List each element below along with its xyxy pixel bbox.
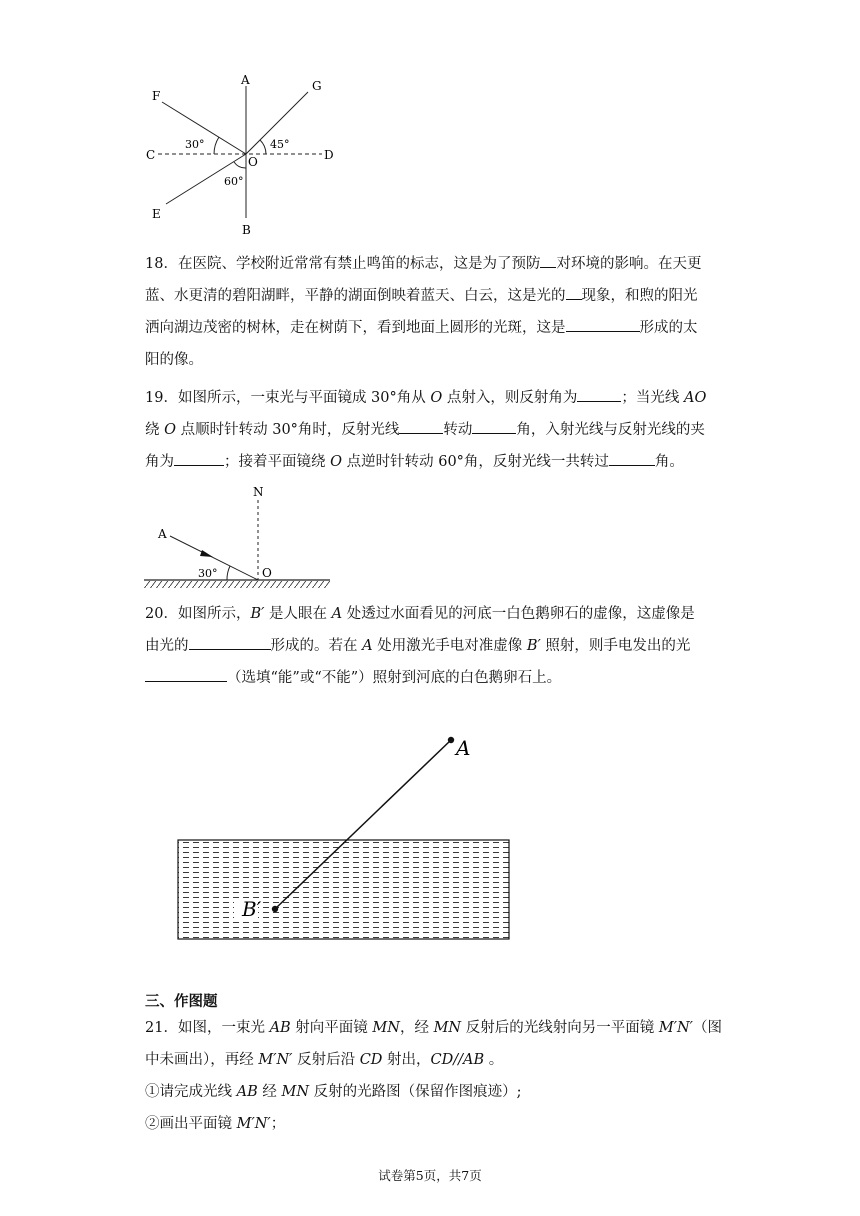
mirror-diagram xyxy=(140,482,340,594)
q21-text: 中未画出），再经 xyxy=(145,1052,259,1068)
q19-text: ；当光线 xyxy=(621,390,684,406)
q18-text: 洒向湖边茂密的树林，走在树荫下，看到地面上圆形的光斑，这是 xyxy=(145,320,566,336)
q21-text: 。 xyxy=(484,1052,504,1068)
q21-text: 反射的光路图（保留作图痕迹）; xyxy=(309,1084,522,1100)
label-A: A xyxy=(241,73,250,87)
answer-blank[interactable] xyxy=(609,451,655,466)
q21-text: ，经 xyxy=(399,1020,434,1036)
q19-text: 角。 xyxy=(654,454,684,470)
q21-text: （图 xyxy=(692,1020,722,1036)
answer-blank[interactable] xyxy=(189,635,271,650)
angle-diagram xyxy=(140,70,340,240)
question-18 xyxy=(145,248,720,376)
q21-var: AB xyxy=(236,1084,258,1100)
angle-60-label: 60° xyxy=(224,175,244,188)
q21-text: ②画出平面镜 xyxy=(145,1116,237,1132)
q20-text: 由光的 xyxy=(145,638,189,654)
answer-blank[interactable] xyxy=(566,285,582,300)
q21-var: AB xyxy=(269,1020,291,1036)
q20-var: B′ xyxy=(526,638,541,654)
q19-text: 角为 xyxy=(145,454,174,470)
question-20 xyxy=(145,598,720,694)
label-A: A xyxy=(158,527,167,541)
q18-text: 现象，和煦的阳光 xyxy=(581,288,698,304)
q19-var: O xyxy=(430,390,443,406)
q20-var: A xyxy=(362,638,373,654)
answer-blank[interactable] xyxy=(472,419,516,434)
q21-text: 经 xyxy=(257,1084,282,1100)
section-heading: 三、作图题 xyxy=(145,994,218,1010)
q18-text: 蓝、水更清的碧阳湖畔，平静的湖面倒映着蓝天、白云，这是光的 xyxy=(145,288,566,304)
answer-blank[interactable] xyxy=(577,387,621,402)
q21-var: M′N′ xyxy=(658,1020,693,1036)
q21-var: M′N′ xyxy=(236,1116,271,1132)
q19-text: 点逆时针转动 60°角，反射光线一共转过 xyxy=(342,454,609,470)
q21-var: M′N′ xyxy=(258,1052,293,1068)
q20-var: B′ xyxy=(250,606,265,622)
question-19 xyxy=(145,382,720,478)
q19-text: 点顺时针转动 30°角时，反射光线 xyxy=(176,422,400,438)
q18-text: 形成的太 xyxy=(639,320,698,336)
q19-text: 19．如图所示，一束光与平面镜成 30°角从 xyxy=(145,390,431,406)
angle-30-label: 30° xyxy=(198,567,218,580)
angle-45-label: 45° xyxy=(270,138,290,151)
answer-blank[interactable] xyxy=(145,667,227,682)
page-footer: 试卷第5页，共7页 xyxy=(378,1168,482,1183)
q21-var: MN xyxy=(433,1020,462,1036)
q21-var: CD xyxy=(359,1052,383,1068)
answer-blank[interactable] xyxy=(566,317,640,332)
q21-text: 21．如图，一束光 xyxy=(145,1020,270,1036)
label-D: D xyxy=(324,148,334,162)
label-O: O xyxy=(262,566,272,580)
q19-text: ；接着平面镜绕 xyxy=(224,454,331,470)
label-B: B xyxy=(242,223,251,237)
label-F: F xyxy=(152,89,161,103)
q19-text: 绕 xyxy=(145,422,165,438)
water-diagram xyxy=(172,730,522,944)
q21-text: 射出， xyxy=(382,1052,431,1068)
q21-text: 反射后的光线射向另一平面镜 xyxy=(461,1020,659,1036)
q20-text: （选填“能”或“不能”）照射到河底的白色鹅卵石上。 xyxy=(227,670,562,686)
q21-var: MN xyxy=(372,1020,400,1036)
q19-var: O xyxy=(330,454,342,470)
label-O: O xyxy=(248,155,258,169)
label-C: C xyxy=(146,148,156,162)
q20-text: 处透过水面看见的河底一白色鹅卵石的虚像，这虚像是 xyxy=(342,606,695,622)
question-21 xyxy=(145,1012,720,1140)
q21-var: CD//AB xyxy=(430,1052,485,1068)
label-N: N xyxy=(253,485,264,499)
label-B-prime: B′ xyxy=(242,897,262,921)
q19-var: AO xyxy=(683,390,707,406)
q21-var: MN xyxy=(281,1084,310,1100)
answer-blank[interactable] xyxy=(399,419,443,434)
q19-var: O xyxy=(164,422,176,438)
q21-text: 反射后沿 xyxy=(292,1052,360,1068)
q19-text: 点射入，则反射角为 xyxy=(442,390,578,406)
label-E: E xyxy=(152,207,161,221)
q19-text: 角，入射光线与反射光线的夹 xyxy=(516,422,705,438)
answer-blank[interactable] xyxy=(174,451,224,466)
q19-text: 转动 xyxy=(443,422,473,438)
q21-text: ①请完成光线 xyxy=(145,1084,237,1100)
q20-text: 处用激光手电对准虚像 xyxy=(372,638,527,654)
q21-text: 射向平面镜 xyxy=(290,1020,373,1036)
angle-30-label: 30° xyxy=(185,138,205,151)
q20-text: 照射，则手电发出的光 xyxy=(540,638,691,654)
answer-blank[interactable] xyxy=(540,253,556,268)
q20-var: A xyxy=(331,606,343,622)
q21-text: ； xyxy=(270,1116,286,1132)
q20-text: 是人眼在 xyxy=(264,606,332,622)
label-A: A xyxy=(456,736,471,760)
q20-text: 形成的。若在 xyxy=(270,638,363,654)
q20-text: 20．如图所示， xyxy=(145,606,251,622)
q18-text: 18．在医院、学校附近常常有禁止鸣笛的标志，这是为了预防 xyxy=(145,256,541,272)
q18-text: 阳的像。 xyxy=(145,352,203,368)
label-G: G xyxy=(312,79,322,93)
q18-text: 对环境的影响。在天更 xyxy=(556,256,702,272)
